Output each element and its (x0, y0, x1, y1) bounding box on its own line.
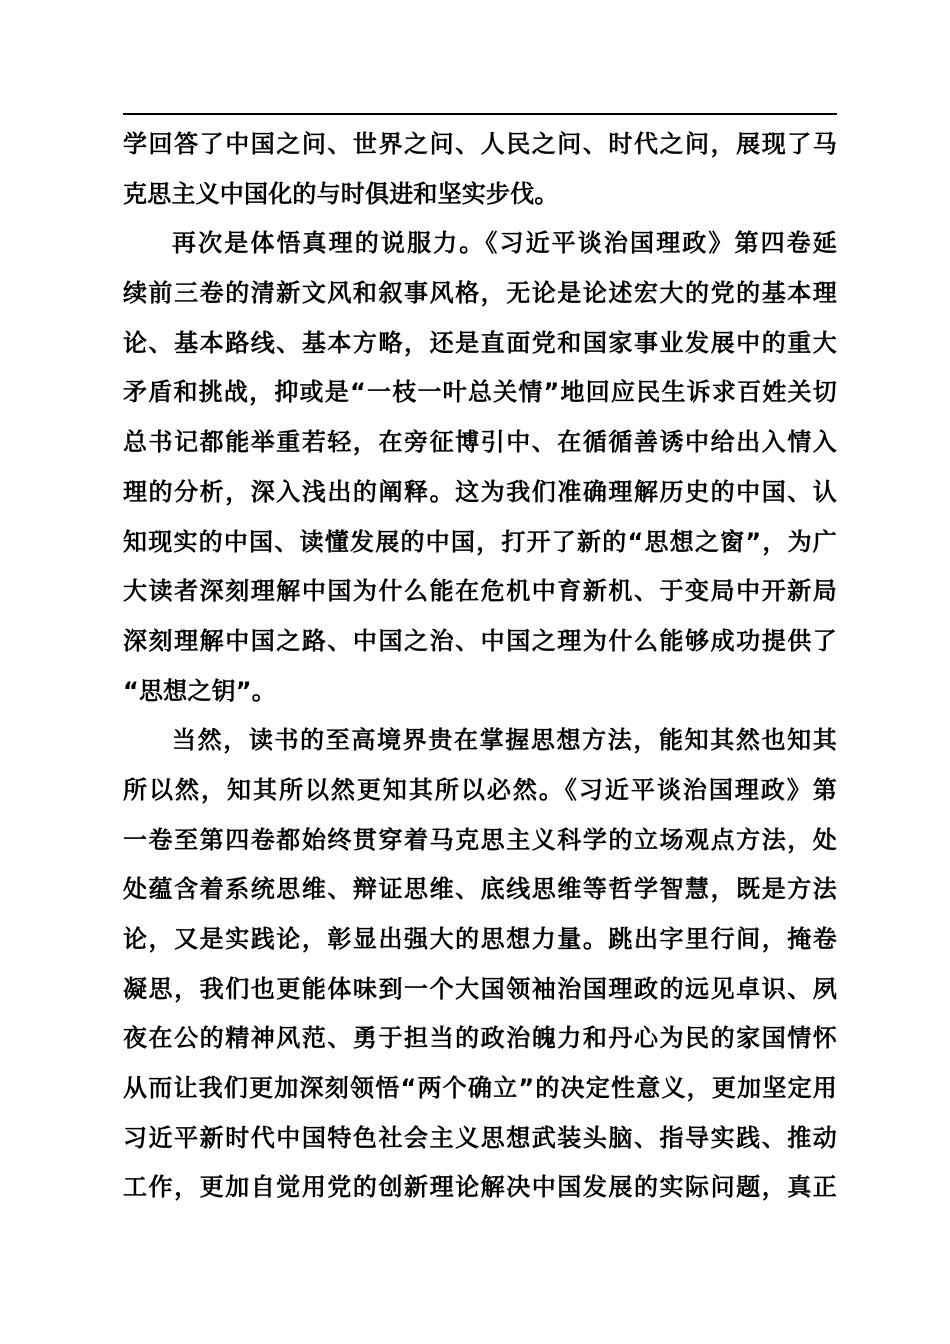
text-line: 矛盾和挑战，抑或是“一枝一叶总关情”地回应民生诉求百姓关切 (123, 378, 837, 407)
text-line: “思想之钥”。 (123, 676, 276, 705)
text-line: 理的分析，深入浅出的阐释。这为我们准确理解历史的中国、认 (123, 477, 837, 506)
text-line: 知现实的中国、读懂发展的中国，打开了新的“思想之窗”，为广 (123, 527, 837, 556)
text-line: 论，又是实践论，彰显出强大的思想力量。跳出字里行间，掩卷 (123, 925, 837, 953)
paragraph-first-line: 当然，读书的至高境界贵在掌握思想方法，能知其然也知其 (172, 726, 837, 755)
text-line: 凝思，我们也更能体味到一个大国领袖治国理政的远见卓识、夙 (123, 974, 837, 1003)
text-line: 深刻理解中国之路、中国之治、中国之理为什么能够成功提供了 (123, 626, 837, 655)
text-line: 克思主义中国化的与时俱进和坚实步伐。 (123, 179, 559, 208)
text-line: 续前三卷的清新文风和叙事风格，无论是论述宏大的党的基本理 (123, 279, 837, 308)
text-line: 所以然，知其所以然更知其所以必然。《习近平谈治国理政》第 (123, 775, 837, 804)
text-line: 习近平新时代中国特色社会主义思想武装头脑、指导实践、推动 (123, 1123, 837, 1152)
text-line: 一卷至第四卷都始终贯穿着马克思主义科学的立场观点方法，处 (123, 825, 837, 854)
text-line: 总书记都能举重若轻，在旁征博引中、在循循善诱中给出入情入 (123, 428, 837, 457)
text-line: 夜在公的精神风范、勇于担当的政治魄力和丹心为民的家国情怀 (123, 1024, 837, 1053)
text-line: 论、基本路线、基本方略，还是直面党和国家事业发展中的重大 (123, 328, 837, 357)
header-rule (123, 113, 837, 115)
text-line: 工作，更加自觉用党的创新理论解决中国发展的实际问题，真正 (123, 1173, 837, 1202)
text-line: 学回答了中国之问、世界之问、人民之问、时代之问，展现了马 (123, 130, 837, 158)
text-line: 大读者深刻理解中国为什么能在危机中育新机、于变局中开新局 (123, 577, 837, 606)
paragraph-first-line: 再次是体悟真理的说服力。《习近平谈治国理政》第四卷延 (172, 229, 837, 258)
text-line: 处蕴含着系统思维、辩证思维、底线思维等哲学智慧，既是方法 (123, 875, 837, 904)
body-text (123, 120, 837, 1213)
text-line: 从而让我们更加深刻领悟“两个确立”的决定性意义，更加坚定用 (123, 1074, 837, 1103)
